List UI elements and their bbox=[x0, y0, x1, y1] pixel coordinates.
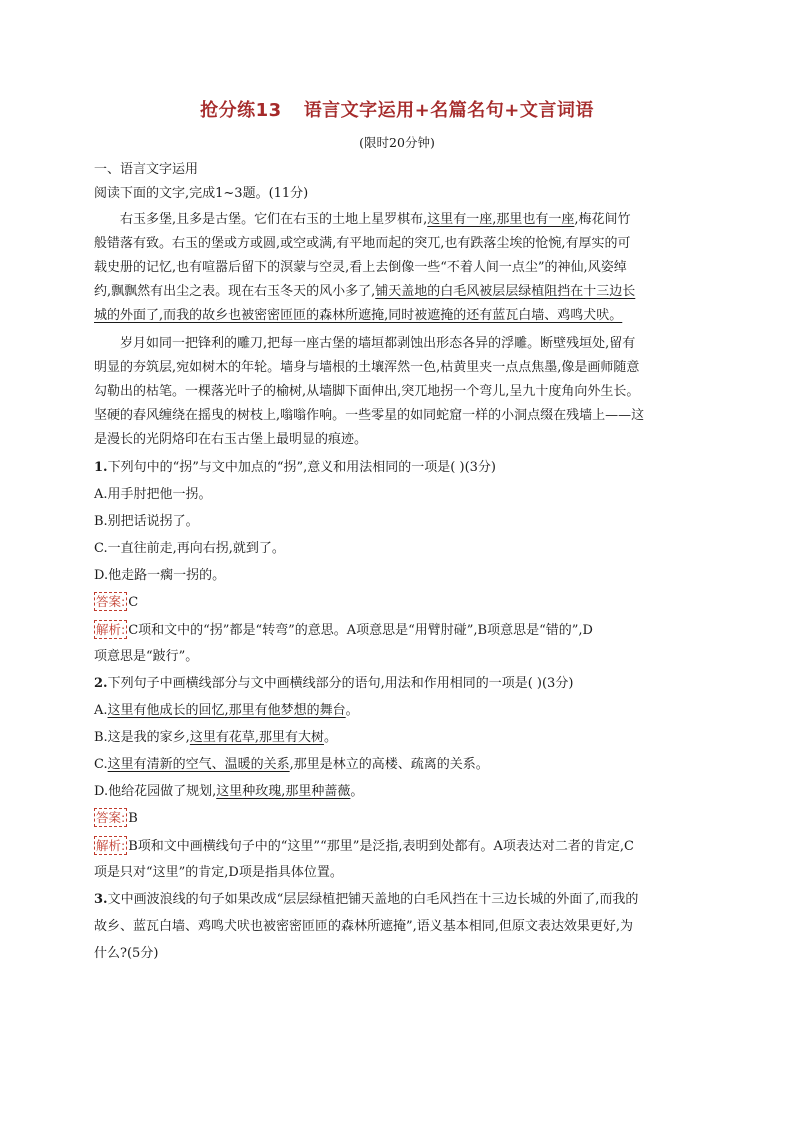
content-body bbox=[94, 158, 694, 966]
wavy-underlined-sentence: 城的外面了,而我的故乡也被密密匝匝的森林所遮掩,同时被遮掩的还有蓝瓦白墙、鸡鸣犬吠。 bbox=[94, 308, 623, 323]
time-limit: (限时20分钟) bbox=[359, 135, 435, 150]
question-1 bbox=[94, 456, 694, 669]
explanation-row bbox=[94, 835, 694, 859]
question-2 bbox=[94, 672, 694, 885]
question-stem: 故乡、蓝瓦白墙、鸡鸣犬吠也被密密匝匝的森林所遮掩”,语义基本相同,但原文表达效果更好,为 bbox=[94, 919, 634, 934]
answer-row bbox=[94, 591, 694, 615]
title-number: 抢分练13 bbox=[200, 100, 282, 121]
option-a: A.用手肘把他一拐。 bbox=[94, 487, 212, 502]
option-c: C.一直往前走,再向右拐,就到了。 bbox=[94, 541, 285, 556]
explanation-row bbox=[94, 619, 694, 643]
question-number: 3. bbox=[94, 892, 108, 907]
option-label: D.他给花园做了规划, bbox=[94, 784, 217, 799]
underlined-phrase: 这里有花草,那里有大树 bbox=[189, 730, 324, 745]
option-b: B.别把话说拐了。 bbox=[94, 514, 199, 529]
wavy-underlined-sentence: 铺天盖地的白毛风被层层绿植阻挡在十三边长 bbox=[375, 284, 636, 299]
text: ,梅花间竹 bbox=[574, 212, 631, 227]
text: 右玉多堡,且多是古堡。它们在右玉的土地上星罗棋布, bbox=[120, 212, 428, 227]
explanation-text: C项和文中的“拐”都是“转弯”的意思。A项意思是“用臂肘碰”,B项意思是“错的”,D bbox=[128, 623, 593, 638]
underlined-phrase: 这里有一座,那里也有一座 bbox=[427, 212, 575, 227]
option-a bbox=[94, 699, 694, 723]
question-number: 2. bbox=[94, 676, 108, 691]
text: 。 bbox=[345, 703, 359, 718]
question-stem: 下列句子中画横线部分与文中画横线部分的语句,用法和作用相同的一项是( )(3分) bbox=[107, 676, 574, 691]
answer-tag: 答案: bbox=[96, 594, 126, 609]
option-c bbox=[94, 753, 694, 777]
passage-paragraph-1 bbox=[94, 208, 694, 328]
text-line: 般错落有致。右玉的堡或方或圆,或空或满,有平地而起的突兀,也有跌落尘埃的怆惋,有厚实的可 bbox=[94, 236, 631, 251]
text-line: 岁月如同一把锋利的雕刀,把每一座古堡的墙垣都剥蚀出形态各异的浮雕。断壁残垣处,留有 bbox=[120, 336, 636, 351]
explanation-tag: 解析: bbox=[96, 838, 126, 853]
question-stem: 什么?(5分) bbox=[94, 946, 159, 961]
option-d bbox=[94, 780, 694, 804]
explanation-text: 项意思是“跛行”。 bbox=[94, 649, 199, 664]
explanation-text: B项和文中画横线句子中的“这里”“那里”是泛指,表明到处都有。A项表达对二者的肯定,C bbox=[128, 839, 634, 854]
underlined-phrase: 这里有他成长的回忆,那里有他梦想的舞台 bbox=[107, 703, 346, 718]
underlined-phrase: 这里有清新的空气、温暖的关系 bbox=[107, 757, 290, 772]
answer-value: B bbox=[128, 811, 138, 826]
question-stem: 下列句中的“拐”与文中加点的“拐”,意义和用法相同的一项是( )(3分) bbox=[107, 460, 496, 475]
answer-value: C bbox=[128, 595, 139, 610]
option-label: C. bbox=[94, 757, 108, 772]
text-line: 明显的夯筑层,宛如树木的年轮。墙身与墙根的土壤浑然一色,枯黄里夹一点点焦墨,像是画师随意 bbox=[94, 360, 640, 375]
option-label: B.这是我的家乡, bbox=[94, 730, 190, 745]
text: 。 bbox=[323, 730, 337, 745]
page-title bbox=[0, 96, 794, 122]
option-label: A. bbox=[94, 703, 108, 718]
explanation-text: 项是只对“这里”的肯定,D项是指具体位置。 bbox=[94, 865, 343, 880]
answer-tag: 答案: bbox=[96, 810, 126, 825]
underlined-phrase: 这里种玫瑰,那里种蔷薇 bbox=[216, 784, 351, 799]
text: 约,飘飘然有出尘之表。现在右玉冬天的风小多了, bbox=[94, 284, 376, 299]
option-d: D.他走路一瘸一拐的。 bbox=[94, 568, 226, 583]
text-line: 载史册的记忆,也有喧嚣后留下的溟蒙与空灵,看上去倒像一些“不着人间一点尘”的神仙,风姿绰 bbox=[94, 260, 627, 275]
answer-row bbox=[94, 807, 694, 831]
instruction: 阅读下面的文字,完成1~3题。(11分) bbox=[94, 186, 309, 201]
explanation-tag: 解析: bbox=[96, 622, 126, 637]
question-3 bbox=[94, 888, 694, 966]
text-line: 是漫长的光阴烙印在右玉古堡上最明显的痕迹。 bbox=[94, 432, 368, 447]
question-stem: 文中画波浪线的句子如果改成“层层绿植把铺天盖地的白毛风挡在十三边长城的外面了,而我的 bbox=[107, 892, 639, 907]
question-number: 1. bbox=[94, 460, 108, 475]
section-heading: 一、语言文字运用 bbox=[94, 162, 199, 177]
text-line: 坚硬的春风缠绕在摇曳的树枝上,嗡嗡作响。一些零星的如同蛇窟一样的小洞点缀在残墙上——这 bbox=[94, 408, 645, 423]
title-topic: 语言文字运用+名篇名句+文言词语 bbox=[303, 100, 594, 121]
text: 。 bbox=[350, 784, 364, 799]
text-line: 勾勒出的枯笔。一棵落光叶子的榆树,从墙脚下面伸出,突兀地拐一个弯儿,呈九十度角向外生长。 bbox=[94, 384, 640, 399]
text: ,那里是林立的高楼、疏离的关系。 bbox=[289, 757, 489, 772]
passage-paragraph-2 bbox=[94, 332, 694, 452]
option-b bbox=[94, 726, 694, 750]
